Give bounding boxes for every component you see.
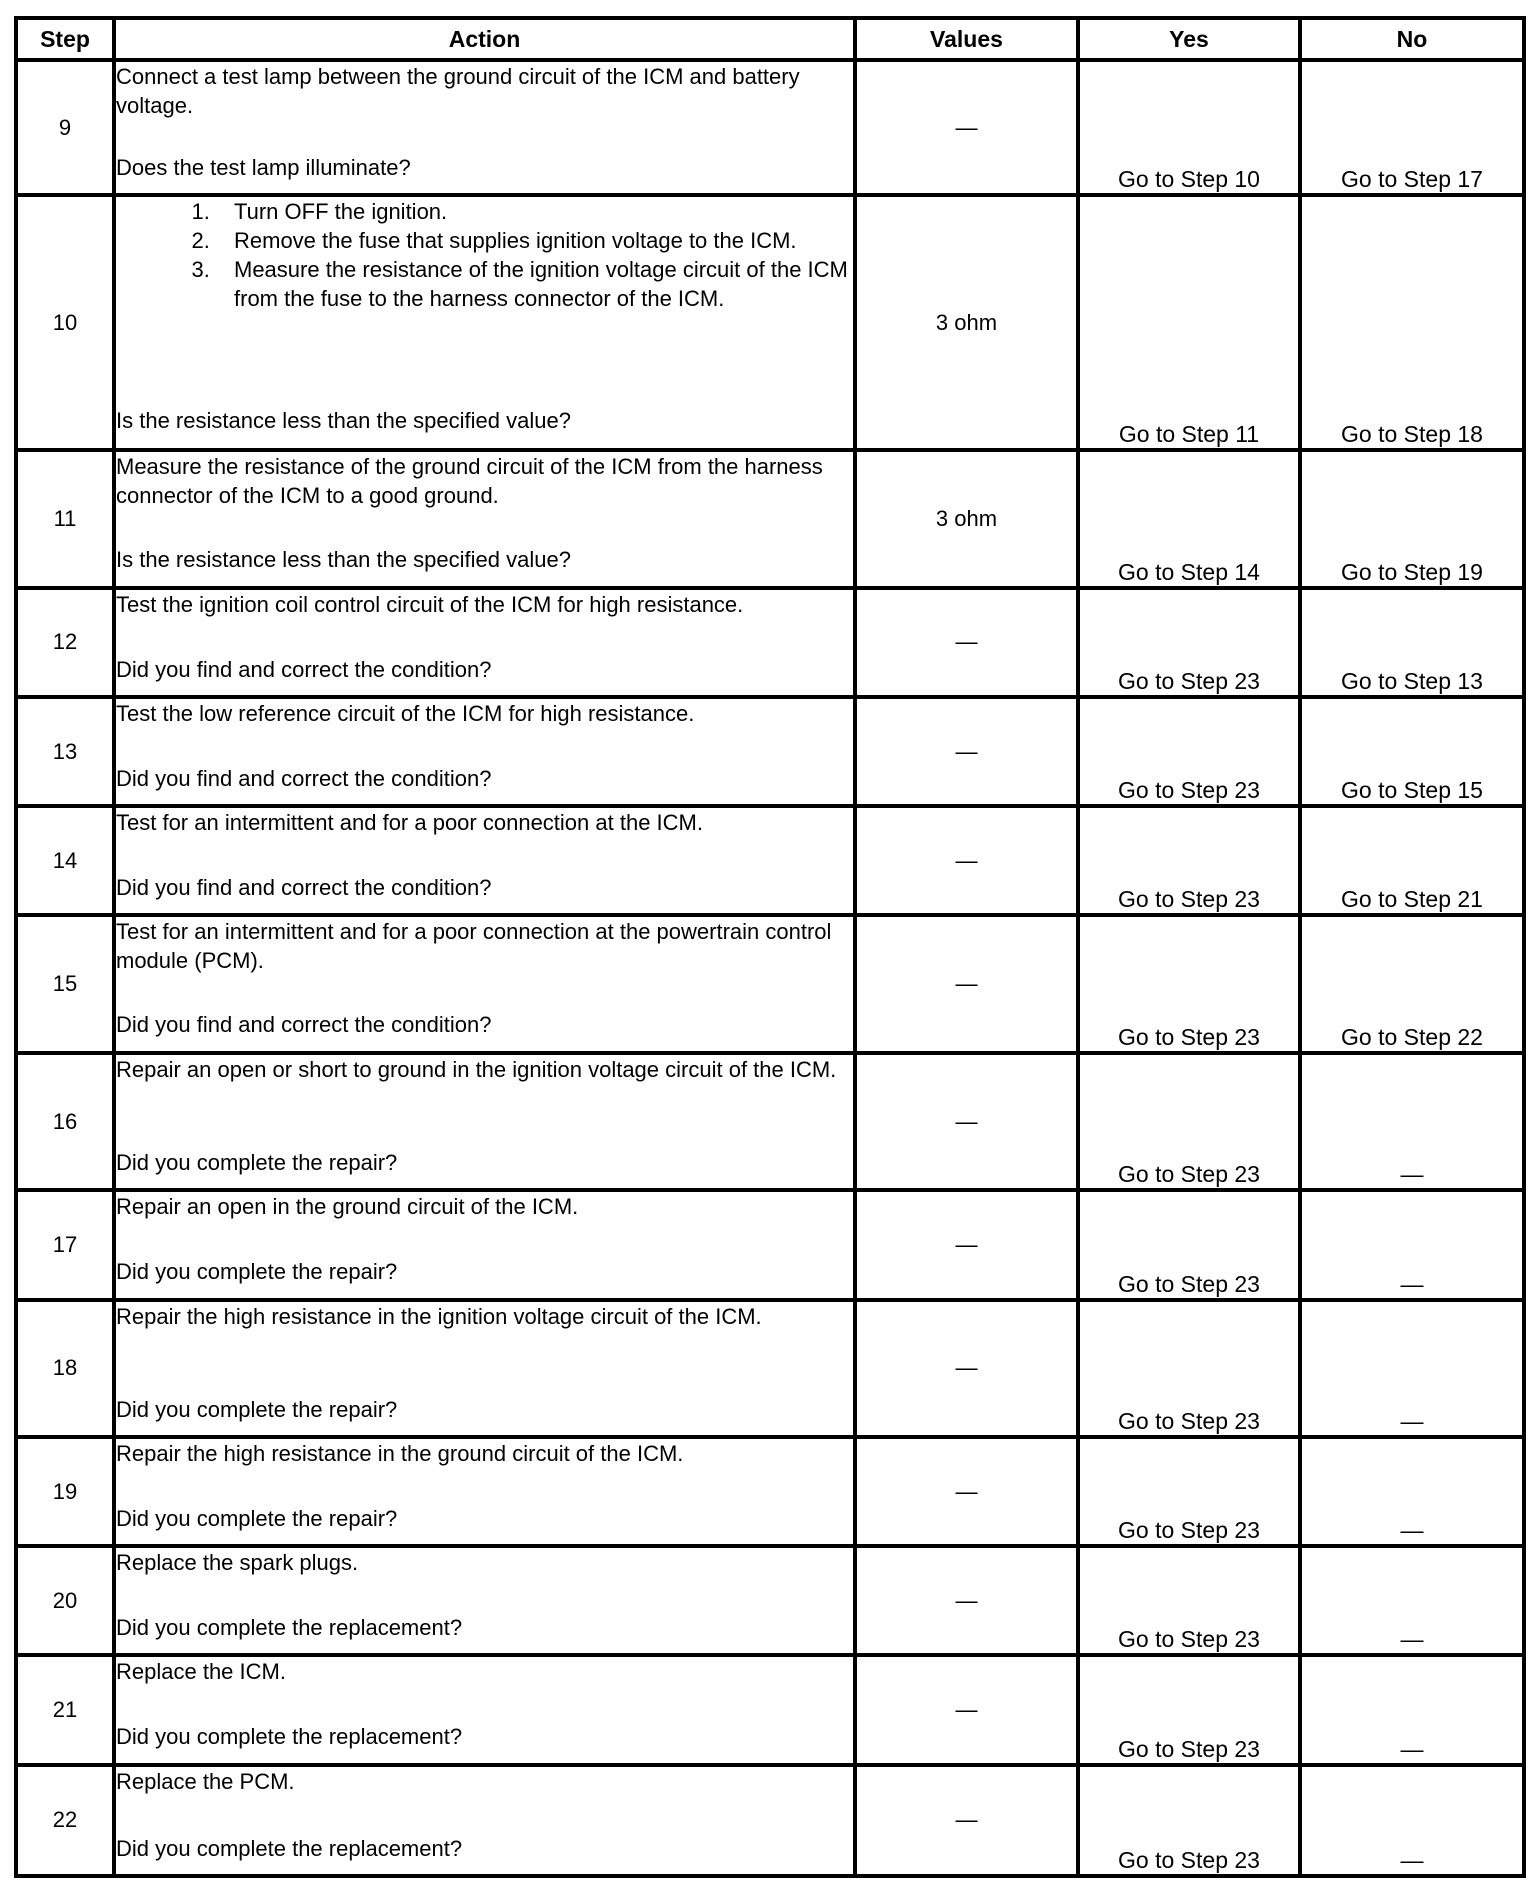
yes-cell: Go to Step 10 [1078, 60, 1300, 195]
action-text: Repair an open or short to ground in the ignition voltage circuit of the ICM. [116, 1056, 837, 1082]
step-number: 14 [16, 806, 114, 915]
table-row [16, 1190, 1524, 1299]
no-cell: Go to Step 18 [1300, 195, 1524, 450]
value-cell: — [855, 915, 1078, 1053]
action-cell [114, 1300, 855, 1438]
yes-cell: Go to Step 23 [1078, 1765, 1300, 1876]
step-number: 10 [16, 195, 114, 450]
table-row [16, 60, 1524, 195]
table-row [16, 915, 1524, 1053]
step-number: 9 [16, 60, 114, 195]
action-cell [114, 1655, 855, 1764]
action-step-item: 3. Measure the resistance of the ignition voltage circuit of the ICM from the fuse to the harness connector of the ICM. [216, 255, 853, 313]
value-cell: — [855, 806, 1078, 915]
value-cell: — [855, 1190, 1078, 1299]
no-cell: Go to Step 17 [1300, 60, 1524, 195]
action-cell [114, 1546, 855, 1655]
yes-cell: Go to Step 23 [1078, 1300, 1300, 1438]
yes-cell: Go to Step 23 [1078, 1546, 1300, 1655]
step-number: 11 [16, 450, 114, 588]
action-question: Did you complete the replacement? [116, 1724, 463, 1750]
no-cell: Go to Step 21 [1300, 806, 1524, 915]
yes-cell: Go to Step 23 [1078, 1190, 1300, 1299]
action-cell [114, 195, 855, 450]
value-cell: 3 ohm [855, 450, 1078, 588]
no-cell: Go to Step 13 [1300, 588, 1524, 697]
action-text: Repair the high resistance in the ignition voltage circuit of the ICM. [116, 1303, 762, 1329]
no-cell: — [1300, 1300, 1524, 1438]
action-cell [114, 60, 855, 195]
header-action: Action [114, 18, 855, 60]
diagnostic-table [14, 16, 1526, 1878]
yes-cell: Go to Step 11 [1078, 195, 1300, 450]
step-number: 17 [16, 1190, 114, 1299]
action-text: Test the low reference circuit of the ICM for high resistance. [116, 700, 695, 726]
table-row [16, 1300, 1524, 1438]
action-text: Measure the resistance of the ground circuit of the ICM from the harness connector of the ICM to a good ground. [116, 454, 823, 509]
table-row [16, 1053, 1524, 1191]
value-cell: — [855, 1765, 1078, 1876]
action-question: Did you find and correct the condition? [116, 875, 492, 901]
yes-cell: Go to Step 23 [1078, 806, 1300, 915]
action-cell [114, 1765, 855, 1876]
no-cell: — [1300, 1190, 1524, 1299]
table-row [16, 806, 1524, 915]
action-text: Test for an intermittent and for a poor connection at the powertrain control module (PCM). [116, 919, 832, 974]
table-row [16, 195, 1524, 450]
action-question: Did you complete the repair? [116, 1149, 398, 1175]
action-text: Connect a test lamp between the ground circuit of the ICM and battery voltage. [116, 64, 800, 118]
action-text: Repair the high resistance in the ground circuit of the ICM. [116, 1441, 684, 1467]
action-question: Is the resistance less than the specified value? [116, 547, 571, 573]
no-cell: — [1300, 1437, 1524, 1546]
value-cell: — [855, 1053, 1078, 1191]
step-number: 15 [16, 915, 114, 1053]
table-row [16, 1546, 1524, 1655]
header-step: Step [16, 18, 114, 60]
action-question: Did you complete the replacement? [116, 1615, 463, 1641]
step-number: 21 [16, 1655, 114, 1764]
yes-cell: Go to Step 23 [1078, 1053, 1300, 1191]
value-cell: 3 ohm [855, 195, 1078, 450]
step-number: 12 [16, 588, 114, 697]
action-cell [114, 1190, 855, 1299]
action-cell [114, 697, 855, 806]
yes-cell: Go to Step 23 [1078, 588, 1300, 697]
action-question: Did you complete the repair? [116, 1506, 398, 1532]
table-row [16, 697, 1524, 806]
header-no: No [1300, 18, 1524, 60]
no-cell: — [1300, 1053, 1524, 1191]
no-cell: — [1300, 1546, 1524, 1655]
no-cell: — [1300, 1765, 1524, 1876]
action-question: Did you complete the repair? [116, 1396, 398, 1422]
table-row [16, 450, 1524, 588]
header-yes: Yes [1078, 18, 1300, 60]
table-row [16, 1655, 1524, 1764]
value-cell: — [855, 60, 1078, 195]
value-cell: — [855, 1437, 1078, 1546]
table-row [16, 1437, 1524, 1546]
no-cell: Go to Step 22 [1300, 915, 1524, 1053]
action-text: Repair an open in the ground circuit of the ICM. [116, 1194, 579, 1220]
action-text: Replace the spark plugs. [116, 1550, 359, 1576]
action-text: Replace the PCM. [116, 1768, 295, 1794]
header-row [16, 18, 1524, 60]
action-cell [114, 1437, 855, 1546]
yes-cell: Go to Step 23 [1078, 1655, 1300, 1764]
action-step-item: 2. Remove the fuse that supplies ignition voltage to the ICM. [216, 226, 853, 255]
value-cell: — [855, 588, 1078, 697]
step-number: 13 [16, 697, 114, 806]
action-text: Test for an intermittent and for a poor connection at the ICM. [116, 810, 703, 836]
value-cell: — [855, 1655, 1078, 1764]
yes-cell: Go to Step 23 [1078, 697, 1300, 806]
yes-cell: Go to Step 23 [1078, 915, 1300, 1053]
step-number: 19 [16, 1437, 114, 1546]
action-question: Did you complete the repair? [116, 1259, 398, 1285]
no-cell: Go to Step 19 [1300, 450, 1524, 588]
action-question: Does the test lamp illuminate? [116, 155, 411, 180]
action-question: Did you find and correct the condition? [116, 765, 492, 791]
action-steps-list [116, 197, 853, 313]
step-number: 22 [16, 1765, 114, 1876]
yes-cell: Go to Step 14 [1078, 450, 1300, 588]
step-number: 18 [16, 1300, 114, 1438]
action-text: Replace the ICM. [116, 1659, 286, 1685]
header-values: Values [855, 18, 1078, 60]
no-cell: — [1300, 1655, 1524, 1764]
no-cell: Go to Step 15 [1300, 697, 1524, 806]
action-cell [114, 806, 855, 915]
step-number: 16 [16, 1053, 114, 1191]
action-question: Did you complete the replacement? [116, 1835, 463, 1861]
table-row [16, 588, 1524, 697]
action-cell [114, 588, 855, 697]
table-row [16, 1765, 1524, 1876]
step-number: 20 [16, 1546, 114, 1655]
value-cell: — [855, 1300, 1078, 1438]
yes-cell: Go to Step 23 [1078, 1437, 1300, 1546]
value-cell: — [855, 1546, 1078, 1655]
action-cell [114, 915, 855, 1053]
action-text: Test the ignition coil control circuit of the ICM for high resistance. [116, 591, 744, 617]
action-question: Did you find and correct the condition? [116, 656, 492, 682]
action-cell [114, 450, 855, 588]
action-step-item: 1. Turn OFF the ignition. [216, 197, 853, 226]
action-question: Did you find and correct the condition? [116, 1012, 492, 1038]
action-question: Is the resistance less than the specified value? [116, 408, 571, 434]
value-cell: — [855, 697, 1078, 806]
action-cell [114, 1053, 855, 1191]
table-body [16, 60, 1524, 1876]
